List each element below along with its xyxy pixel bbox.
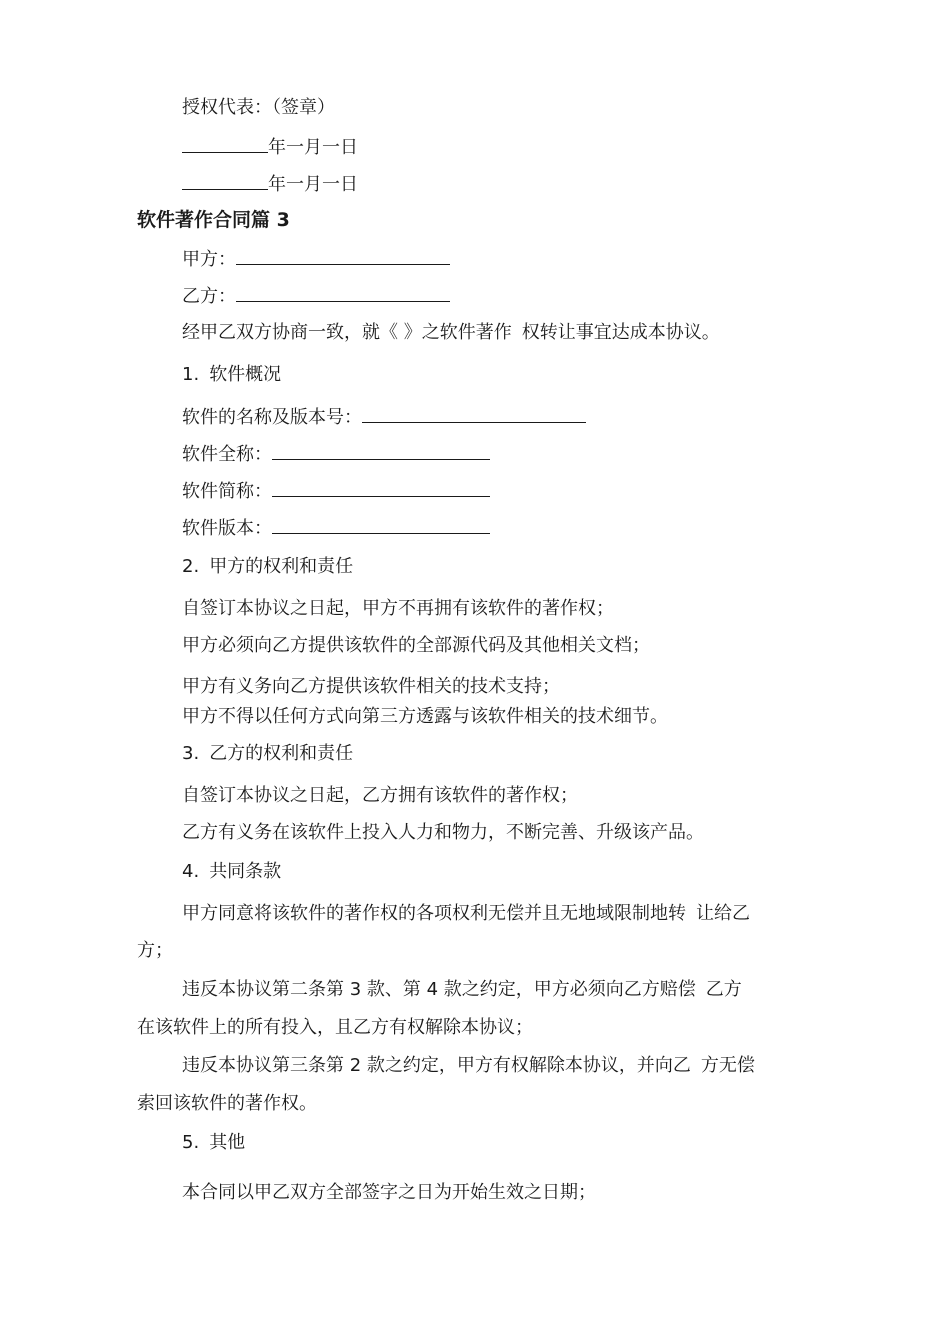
date-line-2 (182, 171, 358, 197)
section-2-heading (182, 555, 353, 579)
paragraph: 乙方有义务在该软件上投入人力和物力，不断完善、升级该产品。 (182, 822, 704, 843)
paragraph-text: 方无偿 (700, 1055, 755, 1076)
section-number: 3. (182, 743, 200, 764)
date-blank (182, 134, 268, 153)
date-blank (182, 171, 268, 190)
authorized-rep-line: 授权代表：（签章） (182, 97, 335, 118)
section-number: 1. (182, 364, 200, 385)
paragraph-text: 让给乙 (696, 903, 750, 924)
party-b-label: 乙方： (182, 286, 236, 307)
section-heading: 共同条款 (209, 861, 282, 882)
section-title: 软件著作合同篇 3 (137, 209, 290, 231)
section-5-heading (182, 1131, 245, 1155)
party-b-line (182, 283, 450, 309)
paragraph: 自签订本协议之日起，乙方拥有该软件的著作权； (182, 785, 578, 806)
section-heading: 软件概况 (209, 364, 282, 385)
party-a-blank (236, 246, 450, 265)
paragraph: 本合同以甲乙双方全部签字之日为开始生效之日期； (182, 1182, 596, 1203)
name-version-blank (362, 404, 586, 423)
section-3-heading (182, 742, 353, 766)
short-name-line (182, 478, 490, 504)
paragraph: 甲方有义务向乙方提供该软件相关的技术支持； (182, 676, 560, 697)
paragraph-line: 方； (137, 940, 173, 961)
short-name-blank (272, 478, 490, 497)
full-name-blank (272, 441, 490, 460)
section-1-heading (182, 363, 281, 387)
section-heading: 乙方的权利和责任 (209, 743, 354, 764)
name-version-label: 软件的名称及版本号： (182, 407, 362, 428)
intro-text-1: 经甲乙双方协商一致，就《 》之软件著作 (182, 322, 512, 343)
paragraph-line (182, 1054, 755, 1078)
paragraph: 甲方必须向乙方提供该软件的全部源代码及其他相关文档； (182, 635, 650, 656)
section-heading: 甲方的权利和责任 (209, 556, 354, 577)
party-a-line (182, 246, 450, 272)
section-number: 2. (182, 556, 200, 577)
name-version-line (182, 404, 586, 430)
paragraph-text: 违反本协议第二条第 3 款、第 4 款之约定，甲方必须向乙方赔偿 (182, 979, 696, 1000)
date-text: 年一月一日 (268, 137, 358, 158)
intro-paragraph (182, 321, 720, 345)
paragraph: 自签订本协议之日起，甲方不再拥有该软件的著作权； (182, 598, 614, 619)
section-number: 4. (182, 861, 200, 882)
party-a-label: 甲方： (182, 249, 236, 270)
party-b-blank (236, 283, 450, 302)
version-label: 软件版本： (182, 518, 272, 539)
section-4-heading (182, 860, 281, 884)
paragraph-line (182, 902, 750, 926)
short-name-label: 软件简称： (182, 481, 272, 502)
paragraph-line: 在该软件上的所有投入，且乙方有权解除本协议； (137, 1017, 533, 1038)
version-blank (272, 515, 490, 534)
intro-text-2: 权转让事宜达成本协议。 (521, 322, 720, 343)
date-line-1 (182, 134, 358, 160)
paragraph-line: 索回该软件的著作权。 (137, 1093, 317, 1114)
section-number: 5. (182, 1132, 200, 1153)
paragraph-text: 乙方 (705, 979, 742, 1000)
date-text: 年一月一日 (268, 174, 358, 195)
section-heading: 其他 (209, 1132, 246, 1153)
full-name-label: 软件全称： (182, 444, 272, 465)
full-name-line (182, 441, 490, 467)
paragraph-line (182, 978, 742, 1002)
paragraph-text: 违反本协议第三条第 2 款之约定，甲方有权解除本协议，并向乙 (182, 1055, 691, 1076)
paragraph-text: 甲方同意将该软件的著作权的各项权利无偿并且无地域限制地转 (182, 903, 686, 924)
paragraph: 甲方不得以任何方式向第三方透露与该软件相关的技术细节。 (182, 706, 668, 727)
version-line (182, 515, 490, 541)
